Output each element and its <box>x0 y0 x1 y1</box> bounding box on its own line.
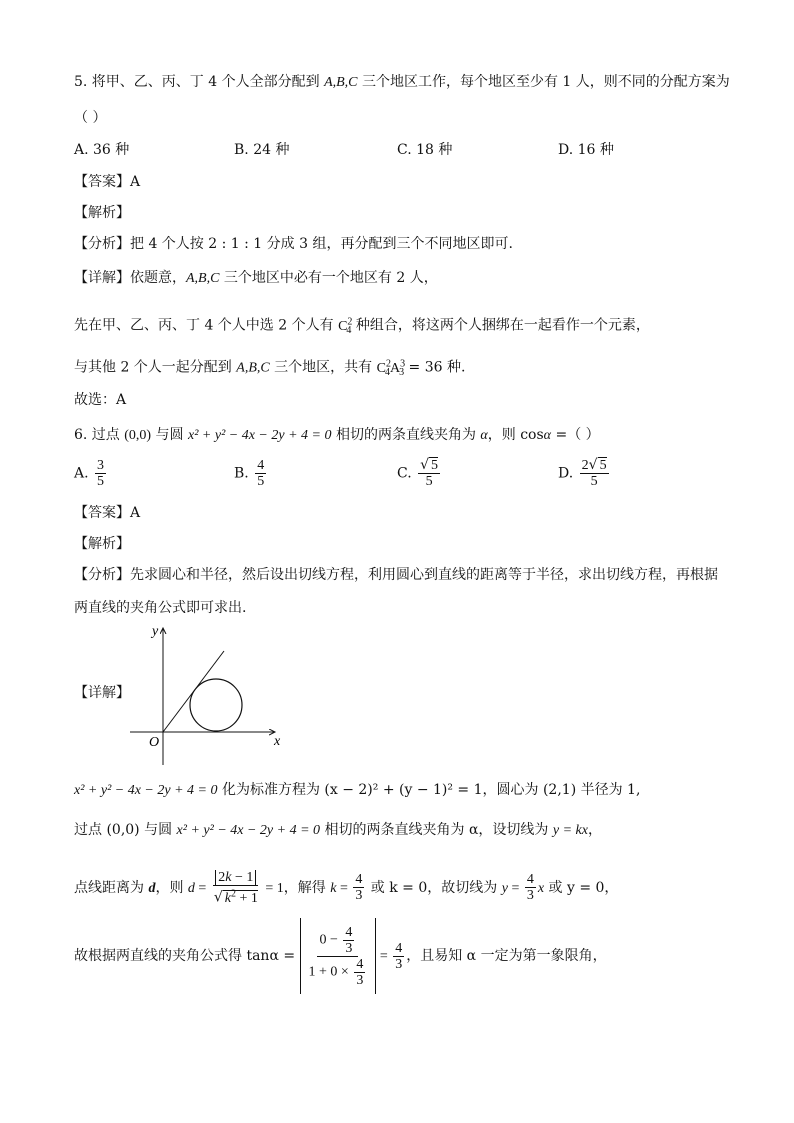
q5-fenxi: 【分析】把 4 个人按 2 : 1 : 1 分成 3 组，再分配到三个不同地区即可. <box>74 236 513 252</box>
q6-line1: x² + y² − 4x − 2y + 4 = 0 化为标准方程为 (x − 2)² + (y − 1)² = 1，圆心为 (2,1) 半径为 1, <box>74 782 641 798</box>
q5-regions: A,B,C <box>324 75 358 90</box>
q6-option-a: A. $\frac{3}{5}$ <box>74 458 105 489</box>
axis-label-x: x <box>274 734 281 749</box>
q6-analysis-title: 【解析】 <box>74 536 130 552</box>
formula-c42-a33: $C^2_4A^3_3$ <box>376 358 406 379</box>
axis-label-y: y <box>152 624 159 639</box>
q5-paren: （ ） <box>74 110 107 126</box>
tangent-diagram <box>125 620 290 770</box>
tan-formula: 0 − $\frac{4}{3}$ 1 + 0 × $\frac{4}{3}$ <box>300 918 377 994</box>
q5-answer: 【答案】A <box>74 174 141 190</box>
circle <box>190 679 242 731</box>
distance-fraction: $\frac{2k - 1}{√ k^2 + 1}$ <box>213 870 258 906</box>
q5-line2: 先在甲、乙、丙、丁 4 个人中选 2 个人有 $C^2_4$ 种组合，将这两个人捆绑在一起看作一个元素， <box>74 316 650 337</box>
q6-answer: 【答案】A <box>74 505 141 521</box>
q5-xiangjie: 【详解】依题意，A,B,C 三个地区中必有一个地区有 2 人， <box>74 270 438 286</box>
q6-line3: 点线距离为 d，则 d = $\frac{2k - 1}{√ k^2 + 1}$ = 1，解得 k = $\frac{4}{3}$ 或 k = 0，故切线为 y = $\frac{4}{3}$ x 或 y = 0， <box>74 870 619 906</box>
combination-c42: $C^2_4$ <box>338 316 353 337</box>
q6-option-d: D. $\frac{2√ 5}{5}$ <box>558 457 607 489</box>
q5-choose: 故选：A <box>74 392 127 408</box>
q6-option-c: C. $\frac{√ 5}{5}$ <box>397 457 439 489</box>
q5-option-a: A. 36 种 <box>74 142 130 158</box>
q5-option-d: D. 16 种 <box>558 142 614 158</box>
q6-fenxi-1: 【分析】先求圆心和半径，然后设出切线方程，利用圆心到直线的距离等于半径，求出切线方程，再根据 <box>74 567 718 583</box>
q5-analysis-title: 【解析】 <box>74 205 130 221</box>
origin-label: O <box>149 735 160 750</box>
q5-option-c: C. 18 种 <box>397 142 453 158</box>
q6-fenxi-2: 两直线的夹角公式即可求出. <box>74 600 247 616</box>
q5-line3: 与其他 2 个人一起分配到 A,B,C 三个地区，共有 $C^2_4A^3_3 = 36$ 种. <box>74 358 466 379</box>
q6-line2: 过点 (0,0) 与圆 x² + y² − 4x − 2y + 4 = 0 相切的两条直线夹角为 α，设切线为 y = kx， <box>74 822 602 838</box>
q6-xiangjie-label: 【详解】 <box>74 685 130 701</box>
q5-option-b: B. 24 种 <box>234 142 290 158</box>
q6-line4: 故根据两直线的夹角公式得 tanα = 0 − $\frac{4}{3}$ 1 + 0 × $\frac{4}{3}$ = $\frac{4}{3}$ ，且易知 α 一定为第一象限角， <box>74 918 607 995</box>
q5-stem: 5. 将甲、乙、丙、丁 4 个人全部分配到 A,B,C 三个地区工作，每个地区至少有 1 人，则不同的分配方案为 <box>74 74 730 90</box>
q6-stem: 6. 过点 (0,0) 与圆 x² + y² − 4x − 2y + 4 = 0 相切的两条直线夹角为 α，则 cosα =（ ） <box>74 427 600 443</box>
q6-option-b: B. $\frac{4}{5}$ <box>234 458 265 489</box>
